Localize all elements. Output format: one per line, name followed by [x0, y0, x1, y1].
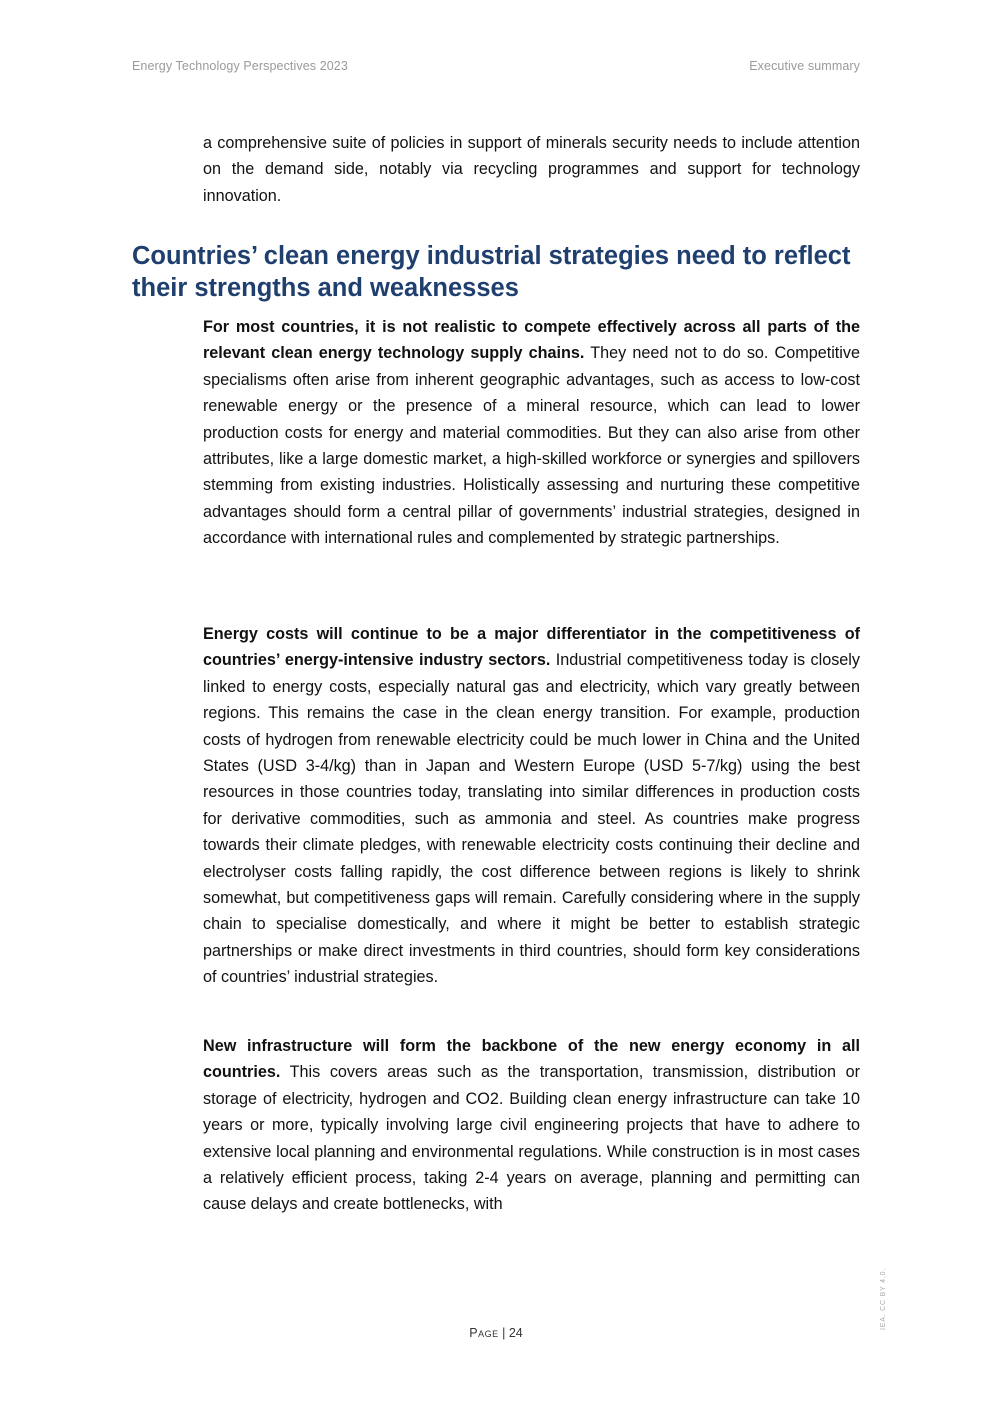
- paragraph-lead: New infrastructure will form the backbone of the new energy economy in all countries.: [203, 1037, 860, 1082]
- chapter-title: Executive summary: [749, 59, 860, 73]
- paragraph-competing-supply-chains: [203, 314, 860, 552]
- paragraph-infrastructure: [203, 1033, 860, 1218]
- paragraph-lead: Energy costs will continue to be a major differentiator in the competitiveness of countries’ energy-intensive industry sectors.: [203, 625, 860, 670]
- document-title: Energy Technology Perspectives 2023: [132, 59, 348, 73]
- page-number: 24: [508, 1326, 523, 1340]
- paragraph-body: This covers areas such as the transportation, transmission, distribution or storage of electricity, hydrogen and CO2. Building clean energy infrastructure can take 10 years or more, typically involving large civil engineering projects that have to adhere to extensive local planning and environmental regulations. While construction is in most cases a relatively efficient process, taking 2-4 years on average, planning and permitting can cause delays and create bottlenecks, with: [203, 1063, 860, 1214]
- paragraph-lead: For most countries, it is not realistic to compete effectively across all parts of the relevant clean energy technology supply chains.: [203, 318, 860, 363]
- page-footer: [0, 1326, 992, 1340]
- page-label: Page: [469, 1326, 499, 1340]
- paragraph-energy-costs: [203, 621, 860, 991]
- paragraph-body: They need not to do so. Competitive specialisms often arise from inherent geographic advantages, such as access to low-cost renewable energy or the presence of a mineral resource, which can lead to lower production costs for energy and material commodities. But they can also arise from other attributes, like a large domestic market, a high-skilled workforce or synergies and spillovers stemming from existing industries. Holistically assessing and nurturing these competitive advantages should form a central pillar of governments’ industrial strategies, designed in accordance with international rules and complemented by strategic partnerships.: [203, 344, 860, 548]
- intro-paragraph: a comprehensive suite of policies in support of minerals security needs to include attention on the demand side, notably via recycling programmes and support for technology innovation.: [203, 134, 860, 205]
- section-heading: Countries’ clean energy industrial strategies need to reflect their strengths and weaknesses: [132, 242, 851, 302]
- license-notice: IEA. CC BY 4.0.: [880, 1267, 887, 1330]
- page-separator: |: [498, 1326, 509, 1340]
- paragraph-body: Industrial competitiveness today is closely linked to energy costs, especially natural gas and electricity, which vary greatly between regions. This remains the case in the clean energy transition. For example, production costs of hydrogen from renewable electricity could be much lower in China and the United States (USD 3-4/kg) than in Japan and Western Europe (USD 5-7/kg) using the best resources in those countries today, translating into similar differences in production costs for derivative commodities, such as ammonia and steel. As countries make progress towards their climate pledges, with renewable electricity costs continuing their decline and electrolyser costs falling rapidly, the cost difference between regions is likely to shrink somewhat, but competitiveness gaps will remain. Carefully considering where in the supply chain to specialise domestically, and where it might be better to establish strategic partnerships or make direct investments in third countries, should form key considerations of countries’ industrial strategies.: [203, 651, 860, 987]
- running-header: [132, 59, 860, 75]
